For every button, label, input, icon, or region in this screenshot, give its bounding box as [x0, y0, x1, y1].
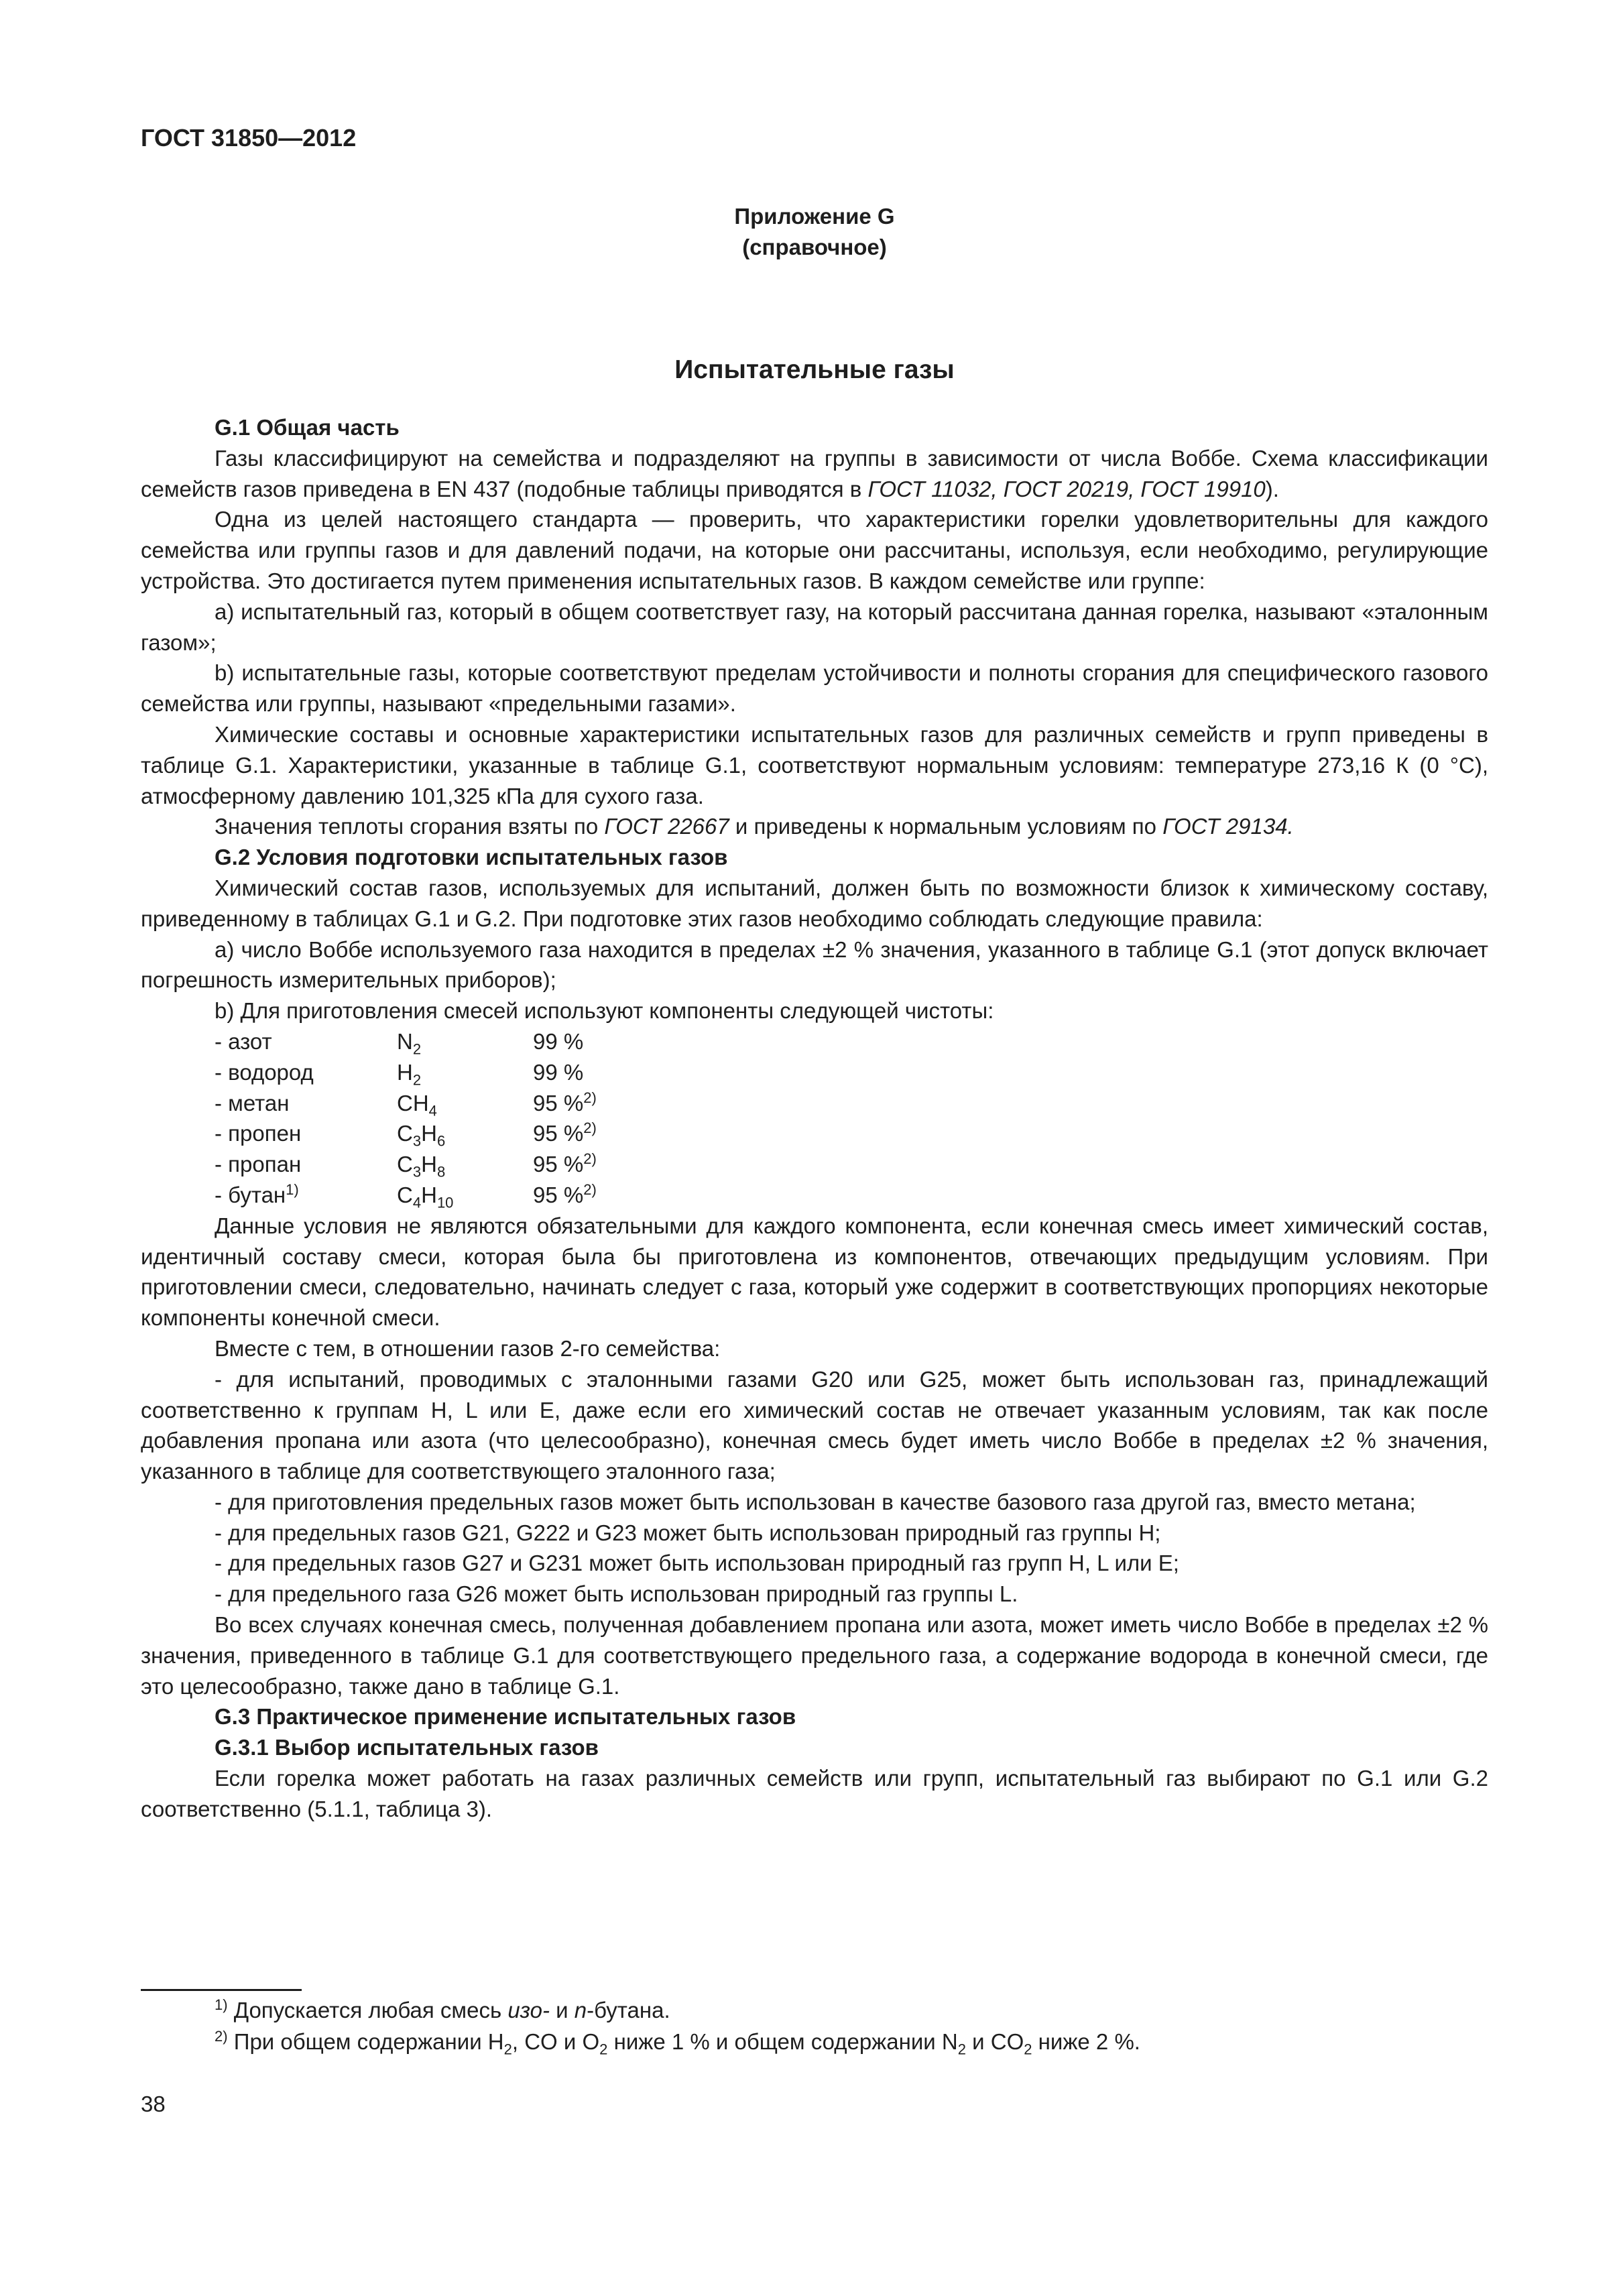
- component-formula: $N_2$: [397, 1028, 422, 1058]
- section-heading: G.1 Общая часть: [215, 415, 400, 440]
- paragraph: Химический состав газов, используемых для испытаний, должен быть по возможности близок к химическому составу, приведенному в таблицах G.1 и G.2. При подготовке этих газов необходимо соблюдать следующие правила:: [141, 875, 1488, 931]
- footnote-mark: 2): [583, 1150, 597, 1168]
- component-formula: $C_4H_{10}$: [397, 1182, 454, 1211]
- list-item: - для предельных газов G21, G222 и G23 может быть использован природный газ группы H;: [215, 1520, 1161, 1545]
- paragraph: Химические составы и основные характеристики испытательных газов для различных семейств и групп приведены в таблице G.1. Характеристики, указанные в таблице G.1, соответствуют нормальным условиям: температуре 273,16 К (0 °C), атмосферному давлению 101,325 кПа для сухого газа.: [141, 721, 1488, 808]
- paragraph: Во всех случаях конечная смесь, полученная добавлением пропана или азота, может иметь число Воббе в пределах ±2 % значения, приведенного в таблице G.1 для соответствующего предельного газа, а содержание водорода в конечной смеси, где это целесообразно, также дано в таблице G.1.: [141, 1612, 1488, 1699]
- list-item: - для предельного газа G26 может быть использован природный газ группы L.: [215, 1581, 1018, 1607]
- document-header: ГОСТ 31850—2012: [141, 124, 357, 152]
- component-purity: 95 %$^{2)}$: [533, 1089, 597, 1115]
- list-item: - для приготовления предельных газов может быть использован в качестве базового газа другой газ, вместо метана;: [215, 1489, 1416, 1514]
- appendix-label: Приложение G: [734, 204, 895, 229]
- paragraph: Данные условия не являются обязательными для каждого компонента, если конечная смесь имеет химический состав, идентичный составу смеси, которая была бы приготовлена из компонентов, отвечающих предыдущим условиям. При приготовлении смеси, следовательно, начинать следует с газа, который уже содержит в соответствующих пропорциях некоторые компоненты конечной смеси.: [141, 1213, 1488, 1331]
- components-list: [215, 1026, 1488, 1211]
- paragraph: Значения теплоты сгорания взяты по ГОСТ 22667 и приведены к нормальным условиям по ГОСТ 29134.: [215, 814, 1294, 839]
- standard-reference: ГОСТ 11032, ГОСТ 20219, ГОСТ 19910: [867, 476, 1266, 501]
- standard-reference: ГОСТ 22667: [604, 814, 729, 839]
- standard-reference: ГОСТ 29134.: [1162, 814, 1294, 839]
- section-heading: G.2 Условия подготовки испытательных газов: [215, 845, 728, 870]
- list-item: - для предельных газов G27 и G231 может быть использован природный газ групп H, L или E;: [215, 1551, 1179, 1576]
- component-purity: 95 %$^{2)}$: [533, 1150, 597, 1177]
- component-purity: 99 %: [533, 1028, 584, 1054]
- footnote-mark: 2): [583, 1181, 597, 1198]
- component-formula: $H_2$: [397, 1059, 422, 1089]
- footnote-mark: 2): [583, 1089, 597, 1106]
- document-body: [141, 412, 1488, 1825]
- component-purity: 99 %: [533, 1059, 584, 1085]
- component-formula: $CH_4$: [397, 1090, 437, 1120]
- section-heading: G.3 Практическое применение испытательных газов: [215, 1704, 796, 1730]
- appendix-heading: [141, 201, 1488, 263]
- component-row: [215, 1180, 1488, 1211]
- footnotes: [215, 1994, 1140, 2057]
- page-number: 38: [141, 2092, 166, 2116]
- component-row: [215, 1149, 1488, 1180]
- component-name: - бутан$^{1)}$: [215, 1181, 299, 1207]
- component-name: - азот: [215, 1028, 272, 1054]
- list-item: a) испытательный газ, который в общем соответствует газу, на который рассчитана данная горелка, называют «эталонным газом»;: [141, 599, 1488, 655]
- paragraph: Газы классифицируют на семейства и подразделяют на группы в зависимости от числа Воббе. Схема классификации семейств газов приведена в EN 437 (подобные таблицы приводятся в ГОСТ 11032, ГОСТ 20219, ГОСТ 19910).: [141, 445, 1488, 501]
- footnote-mark: 1): [286, 1181, 299, 1198]
- component-formula: $C_3H_6$: [397, 1121, 446, 1150]
- component-row: [215, 1088, 1488, 1119]
- component-row: [215, 1118, 1488, 1149]
- appendix-kind: (справочное): [742, 235, 887, 259]
- component-name: - пропен: [215, 1121, 302, 1146]
- page-title: Испытательные газы: [674, 355, 955, 384]
- footnote: $^{1)}$ Допускается любая смесь изо- и n-бутана.: [215, 1996, 670, 2022]
- list-item: b) испытательные газы, которые соответствуют пределам устойчивости и полноты сгорания для специфического газового семейства или группы, называют «предельными газами».: [141, 660, 1488, 717]
- component-name: - метан: [215, 1090, 290, 1115]
- paragraph: Вместе с тем, в отношении газов 2-го семейства:: [215, 1335, 721, 1361]
- component-name: - пропан: [215, 1152, 302, 1177]
- component-name: - водород: [215, 1059, 314, 1085]
- footnote-mark: 2): [583, 1120, 597, 1137]
- footnote-divider: [141, 1989, 302, 1991]
- component-purity: 95 %$^{2)}$: [533, 1120, 597, 1146]
- footnote: $^{2)}$ При общем содержании $H_2$, CO и $O_2$ ниже 1 % и общем содержании $N_2$ и $CO_2$ ниже 2 %.: [215, 2028, 1140, 2058]
- subsection-heading: G.3.1 Выбор испытательных газов: [215, 1735, 599, 1760]
- paragraph: Если горелка может работать на газах различных семейств или групп, испытательный газ выбирают по G.1 или G.2 соответственно (5.1.1, таблица 3).: [141, 1766, 1488, 1821]
- component-row: [215, 1026, 1488, 1057]
- list-item: b) Для приготовления смесей используют компоненты следующей чистоты:: [215, 998, 994, 1024]
- component-formula: $C_3H_8$: [397, 1152, 446, 1181]
- list-item: - для испытаний, проводимых с эталонными газами G20 или G25, может быть использован газ, принадлежащий соответственно к группам H, L или E, даже если его химический состав не отвечает указанным условиям, так как после добавления пропана или азота (что целесообразно), конечная смесь будет иметь число Воббе в пределах ±2 % значения, указанного в таблице для соответствующего эталонного газа;: [141, 1366, 1488, 1484]
- component-purity: 95 %$^{2)}$: [533, 1181, 597, 1207]
- component-row: [215, 1057, 1488, 1088]
- list-item: a) число Воббе используемого газа находится в пределах ±2 % значения, указанного в таблице G.1 (этот допуск включает погрешность измерительных приборов);: [141, 936, 1488, 993]
- paragraph: Одна из целей настоящего стандарта — проверить, что характеристики горелки удовлетворительны для каждого семейства или группы газов и для давлений подачи, на которые они рассчитаны, используя, если необходимо, регулирующие устройства. Это достигается путем применения испытательных газов. В каждом семействе или группе:: [141, 507, 1488, 593]
